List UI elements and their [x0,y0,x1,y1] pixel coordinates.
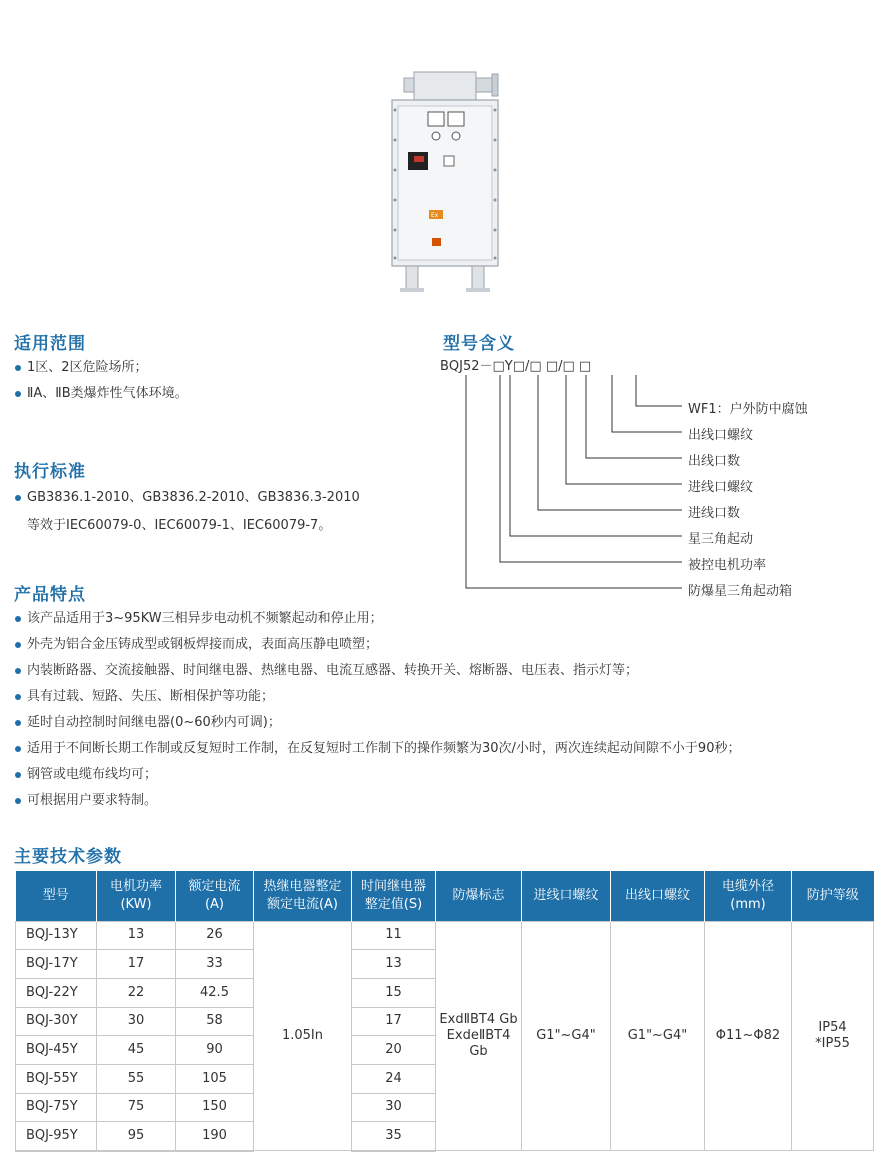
model-diagram-lines [440,355,880,605]
cell-current: 150 [176,1093,254,1122]
cell-model: BQJ-22Y [16,978,97,1007]
col-header-protection [792,871,874,921]
cell-ex-mark [436,921,522,1151]
model-label: 进线口数 [688,506,741,521]
table-title: 主要技术参数 [14,847,122,867]
list-item: 具有过载、短路、失压、断相保护等功能； [15,687,740,713]
standards-line-2: 等效于IEC60079-0、IEC60079-1、IEC60079-7。 [27,518,332,533]
col-header-outlet [611,871,705,921]
col-header-ex-mark [436,871,522,921]
cell-timer: 35 [352,1122,436,1151]
cell-power: 75 [97,1093,176,1122]
list-item: ⅡA、ⅡB类爆炸性气体环境。 [15,384,188,410]
header-text: 防爆标志 [452,887,505,903]
cell-current: 105 [176,1064,254,1093]
model-label: WF1：户外防中腐蚀 [688,402,808,417]
ex-mark-line: ExdeⅡBT4 Gb [446,1027,511,1059]
cell-model: BQJ-45Y [16,1036,97,1065]
cell-power: 13 [97,921,176,950]
cell-timer: 30 [352,1093,436,1122]
header-text: 型号 [42,887,69,903]
cell-model: BQJ-30Y [16,1007,97,1036]
cell-power: 30 [97,1007,176,1036]
features-list [15,609,740,817]
list-item: 该产品适用于3~95KW三相异步电动机不频繁起动和停止用； [15,609,740,635]
cell-current: 33 [176,950,254,979]
standards-title: 执行标准 [14,462,86,482]
col-header-timer [352,871,436,921]
scope-title: 适用范围 [14,334,86,354]
features-title: 产品特点 [14,585,86,605]
list-item: 1区、2区危险场所； [15,358,188,384]
col-header-model [16,871,97,921]
cell-power: 17 [97,950,176,979]
list-item: 延时自动控制时间继电器(0~60秒内可调)； [15,713,740,739]
cell-timer: 13 [352,950,436,979]
cell-power: 45 [97,1036,176,1065]
col-header-inlet [522,871,611,921]
header-text: 防护等级 [806,887,859,903]
cell-current: 42.5 [176,978,254,1007]
header-unit: 整定值(S) [364,896,423,912]
list-item: 外壳为铝合金压铸成型或钢板焊接而成，表面高压静电喷塑； [15,635,740,661]
cell-power: 55 [97,1064,176,1093]
spec-table [15,871,874,1152]
cell-cable-diameter: Φ11~Φ82 [705,921,792,1151]
cell-model: BQJ-95Y [16,1122,97,1151]
model-meaning-title: 型号含义 [443,334,515,354]
header-text: 进线口螺纹 [533,887,599,903]
col-header-current [176,871,254,921]
cell-current: 90 [176,1036,254,1065]
list-item: 适用于不间断长期工作制或反复短时工作制，在反复短时工作制下的操作频繁为30次/小时，两次连续起动间隙不小于90秒； [15,739,740,765]
header-unit: 额定电流(A) [266,896,339,912]
model-label: 防爆星三角起动箱 [688,584,793,599]
protection-line: *IP55 [815,1035,850,1051]
cell-current: 26 [176,921,254,950]
cell-timer: 20 [352,1036,436,1065]
model-label: 星三角起动 [688,532,754,547]
model-label: 进线口螺纹 [688,480,754,495]
ex-badge: Ex [431,212,439,219]
header-text: 额定电流 [188,878,241,894]
cell-model: BQJ-55Y [16,1064,97,1093]
list-item: 钢管或电缆布线均可； [15,765,740,791]
header-unit: (KW) [120,896,152,912]
list-item: GB3836.1-2010、GB3836.2-2010、GB3836.3-2010 [15,488,360,514]
table-header-row [16,871,874,921]
cell-power: 95 [97,1122,176,1151]
protection-line: IP54 [818,1019,847,1035]
header-text: 热继电器整定 [263,878,342,894]
cell-inlet-thread: G1"~G4" [522,921,611,1151]
header-unit: (mm) [730,896,766,912]
standards-list [15,488,360,514]
cell-current: 190 [176,1122,254,1151]
cell-timer: 15 [352,978,436,1007]
cell-outlet-thread: G1"~G4" [611,921,705,1151]
cell-timer: 17 [352,1007,436,1036]
header-text: 出线口螺纹 [624,887,690,903]
col-header-power [97,871,176,921]
list-item: 内装断路器、交流接触器、时间继电器、热继电器、电流互感器、转换开关、熔断器、电压表、指示灯等； [15,661,740,687]
cell-model: BQJ-75Y [16,1093,97,1122]
model-label: 出线口螺纹 [688,428,754,443]
header-text: 电机功率 [109,878,162,894]
cell-current: 58 [176,1007,254,1036]
header-text: 电缆外径 [721,878,774,894]
model-label: 出线口数 [688,454,741,469]
cell-model: BQJ-13Y [16,921,97,950]
cell-power: 22 [97,978,176,1007]
scope-list [15,358,188,410]
cell-model: BQJ-17Y [16,950,97,979]
table-row [16,921,874,950]
cell-timer: 11 [352,921,436,950]
header-unit: (A) [204,896,225,912]
cell-protection [792,921,874,1151]
header-text: 时间继电器 [360,878,426,894]
model-meaning-diagram [440,355,880,605]
model-label: 被控电机功率 [688,558,767,573]
list-item: 可根据用户要求特制。 [15,791,740,817]
model-code: BQJ52－□Y□/□ □/□ □ [440,359,592,374]
product-image [384,60,506,296]
ex-mark-line: ExdⅡBT4 Gb [439,1011,518,1027]
cell-thermal-setting: 1.05In [254,921,352,1151]
col-header-thermal [254,871,352,921]
cell-timer: 24 [352,1064,436,1093]
col-header-cable [705,871,792,921]
